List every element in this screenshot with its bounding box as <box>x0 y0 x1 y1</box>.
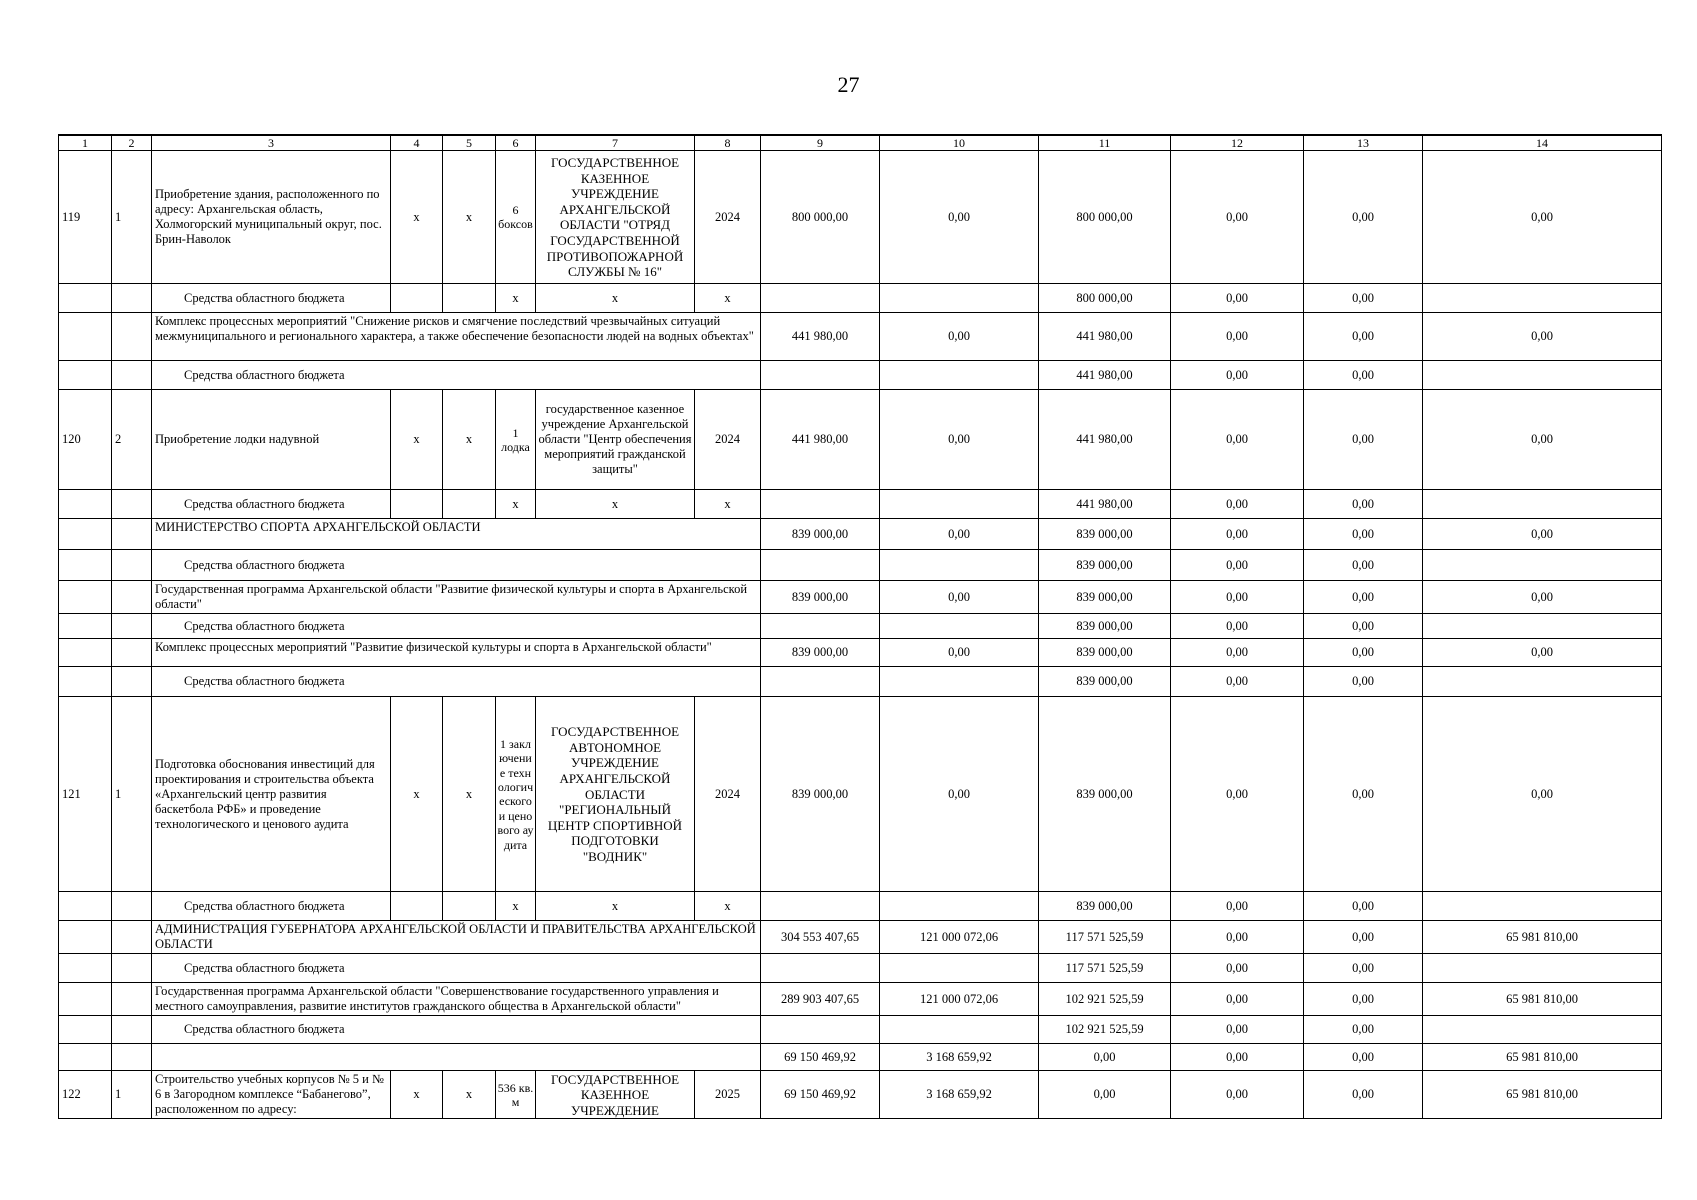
cell-col10: 3 168 659,92 <box>880 1071 1039 1119</box>
column-number: 14 <box>1423 135 1662 151</box>
cell-col13: 0,00 <box>1304 892 1423 921</box>
cell-col12: 0,00 <box>1171 284 1304 313</box>
ministry-title: АДМИНИСТРАЦИЯ ГУБЕРНАТОРА АРХАНГЕЛЬСКОЙ ОБЛАСТИ И ПРАВИТЕЛЬСТВА АРХАНГЕЛЬСКОЙ ОБЛАСТИ <box>152 921 761 954</box>
row-subnumber: 1 <box>112 1071 152 1119</box>
cell-col4: х <box>391 697 443 892</box>
cell-col13: 0,00 <box>1304 639 1423 667</box>
funding-source-label: Средства областного бюджета <box>152 614 761 639</box>
cell-col13: 0,00 <box>1304 1071 1423 1119</box>
cell-col12: 0,00 <box>1171 983 1304 1016</box>
column-number: 10 <box>880 135 1039 151</box>
cell-col12: 0,00 <box>1171 1044 1304 1071</box>
funding-source-label: Средства областного бюджета <box>152 550 761 581</box>
cell-col8: х <box>695 284 761 313</box>
cell-col14: 0,00 <box>1423 151 1662 284</box>
cell-col11: 839 000,00 <box>1039 667 1171 697</box>
column-number: 6 <box>496 135 536 151</box>
cell-col9: 304 553 407,65 <box>761 921 880 954</box>
cell-col12: 0,00 <box>1171 390 1304 490</box>
cell-col14: 0,00 <box>1423 313 1662 361</box>
cell-col12: 0,00 <box>1171 921 1304 954</box>
cell-col14: 0,00 <box>1423 390 1662 490</box>
cell-col4: х <box>391 151 443 284</box>
funding-source-row <box>59 954 1662 983</box>
customer-organization: ГОСУДАРСТВЕННОЕ АВТОНОМНОЕ УЧРЕЖДЕНИЕ АРХАНГЕЛЬСКОЙ ОБЛАСТИ "РЕГИОНАЛЬНЫЙ ЦЕНТР СПОРТИВНОЙ ПОДГОТОВКИ "ВОДНИК" <box>536 697 695 892</box>
funding-source-row <box>59 1016 1662 1044</box>
cell-col9: 289 903 407,65 <box>761 983 880 1016</box>
cell-col6: х <box>496 892 536 921</box>
cell-col4: х <box>391 390 443 490</box>
cell-col14: 65 981 810,00 <box>1423 1044 1662 1071</box>
cell-col10: 0,00 <box>880 390 1039 490</box>
column-number-row <box>59 135 1662 151</box>
cell-col10: 0,00 <box>880 581 1039 614</box>
capacity: 6 боксов <box>496 151 536 284</box>
cell-col11: 839 000,00 <box>1039 697 1171 892</box>
column-number: 1 <box>59 135 112 151</box>
cell-col10: 0,00 <box>880 313 1039 361</box>
capacity: 1 заключение технологического и ценового аудита <box>496 697 536 892</box>
cell-col10: 3 168 659,92 <box>880 1044 1039 1071</box>
column-number: 5 <box>443 135 496 151</box>
customer-organization: ГОСУДАРСТВЕННОЕ КАЗЕННОЕ УЧРЕЖДЕНИЕ АРХАНГЕЛЬСКОЙ ОБЛАСТИ "ОТРЯД ГОСУДАРСТВЕННОЙ ПРОТИВОПОЖАРНОЙ СЛУЖБЫ № 16" <box>536 151 695 284</box>
cell-col10: 121 000 072,06 <box>880 983 1039 1016</box>
column-number: 11 <box>1039 135 1171 151</box>
funding-source-label: Средства областного бюджета <box>152 1016 761 1044</box>
cell-col14: 65 981 810,00 <box>1423 921 1662 954</box>
cell-col11: 800 000,00 <box>1039 284 1171 313</box>
year: 2024 <box>695 697 761 892</box>
cell-col7: х <box>536 490 695 519</box>
cell-col10: 121 000 072,06 <box>880 921 1039 954</box>
program-row <box>59 581 1662 614</box>
cell-col12: 0,00 <box>1171 639 1304 667</box>
cell-col13: 0,00 <box>1304 151 1423 284</box>
row-number: 121 <box>59 697 112 892</box>
cell-col11: 839 000,00 <box>1039 614 1171 639</box>
column-number: 4 <box>391 135 443 151</box>
cell-col12: 0,00 <box>1171 697 1304 892</box>
row-subnumber: 2 <box>112 390 152 490</box>
column-number: 7 <box>536 135 695 151</box>
cell-col10: 0,00 <box>880 151 1039 284</box>
funding-source-row <box>59 490 1662 519</box>
cell-col13: 0,00 <box>1304 519 1423 550</box>
funding-source-label: Средства областного бюджета <box>152 490 391 519</box>
page-number: 27 <box>837 72 860 97</box>
cell-col12: 0,00 <box>1171 490 1304 519</box>
table-row-122 <box>59 1071 1662 1119</box>
funding-source-row <box>59 284 1662 313</box>
cell-col11: 102 921 525,59 <box>1039 1016 1171 1044</box>
cell-col13: 0,00 <box>1304 581 1423 614</box>
capacity: 536 кв. м <box>496 1071 536 1119</box>
cell-col12: 0,00 <box>1171 151 1304 284</box>
cell-col10: 0,00 <box>880 519 1039 550</box>
cell-col12: 0,00 <box>1171 581 1304 614</box>
funding-source-row <box>59 614 1662 639</box>
cell-col8: х <box>695 490 761 519</box>
cell-col4: х <box>391 1071 443 1119</box>
cell-col9: 800 000,00 <box>761 151 880 284</box>
cell-col12: 0,00 <box>1171 1071 1304 1119</box>
cell-col9: 69 150 469,92 <box>761 1044 880 1071</box>
cell-col13: 0,00 <box>1304 614 1423 639</box>
cell-col13: 0,00 <box>1304 1044 1423 1071</box>
cell-col14: 65 981 810,00 <box>1423 1071 1662 1119</box>
cell-col6: х <box>496 284 536 313</box>
complex-row <box>59 639 1662 667</box>
cell-col9: 441 980,00 <box>761 313 880 361</box>
cell-col9: 839 000,00 <box>761 639 880 667</box>
funding-source-row <box>59 892 1662 921</box>
row-subnumber: 1 <box>112 151 152 284</box>
cell-col11: 800 000,00 <box>1039 151 1171 284</box>
object-name: Строительство учебных корпусов № 5 и № 6 в Загородном комплексе “Бабанегово”, расположенном по адресу: <box>152 1071 391 1119</box>
column-number: 12 <box>1171 135 1304 151</box>
cell-col5: х <box>443 1071 496 1119</box>
cell-col12: 0,00 <box>1171 519 1304 550</box>
cell-col11: 839 000,00 <box>1039 519 1171 550</box>
cell-col14: 0,00 <box>1423 519 1662 550</box>
subtotal-row <box>59 1044 1662 1071</box>
table-row-119 <box>59 151 1662 284</box>
complex-title: Комплекс процессных мероприятий "Снижение рисков и смягчение последствий чрезвычайных ситуаций межмуниципального и регионального характера, а также обеспечение безопасности людей на водных объектах" <box>152 313 761 361</box>
table-row-121 <box>59 697 1662 892</box>
year: 2025 <box>695 1071 761 1119</box>
cell-col12: 0,00 <box>1171 667 1304 697</box>
cell-col12: 0,00 <box>1171 550 1304 581</box>
ministry-title: МИНИСТЕРСТВО СПОРТА АРХАНГЕЛЬСКОЙ ОБЛАСТИ <box>152 519 761 550</box>
cell-col11: 117 571 525,59 <box>1039 921 1171 954</box>
cell-col5: х <box>443 390 496 490</box>
funding-source-label: Средства областного бюджета <box>152 667 761 697</box>
row-number: 119 <box>59 151 112 284</box>
year: 2024 <box>695 151 761 284</box>
cell-col5: х <box>443 697 496 892</box>
funding-source-label: Средства областного бюджета <box>152 954 761 983</box>
capacity: 1 лодка <box>496 390 536 490</box>
cell-col13: 0,00 <box>1304 1016 1423 1044</box>
cell-col13: 0,00 <box>1304 390 1423 490</box>
ministry-row <box>59 519 1662 550</box>
cell-col9: 69 150 469,92 <box>761 1071 880 1119</box>
cell-col11: 441 980,00 <box>1039 490 1171 519</box>
cell-col13: 0,00 <box>1304 667 1423 697</box>
cell-col11: 839 000,00 <box>1039 892 1171 921</box>
object-name: Подготовка обоснования инвестиций для проектирования и строительства объекта «Архангельский центр развития баскетбола РФБ» и проведение технологического и ценового аудита <box>152 697 391 892</box>
cell-col12: 0,00 <box>1171 361 1304 390</box>
cell-col7: х <box>536 284 695 313</box>
cell-col12: 0,00 <box>1171 1016 1304 1044</box>
column-number: 8 <box>695 135 761 151</box>
cell-col13: 0,00 <box>1304 490 1423 519</box>
cell-col5: х <box>443 151 496 284</box>
cell-col6: х <box>496 490 536 519</box>
row-subnumber: 1 <box>112 697 152 892</box>
cell-col14: 65 981 810,00 <box>1423 983 1662 1016</box>
funding-source-label: Средства областного бюджета <box>152 892 391 921</box>
program-row <box>59 983 1662 1016</box>
cell-col12: 0,00 <box>1171 614 1304 639</box>
cell-col11: 0,00 <box>1039 1044 1171 1071</box>
cell-col14: 0,00 <box>1423 697 1662 892</box>
cell-col11: 839 000,00 <box>1039 639 1171 667</box>
object-name: Приобретение здания, расположенного по адресу: Архангельская область, Холмогорский муниципальный округ, пос. Брин-Наволок <box>152 151 391 284</box>
cell-col11: 441 980,00 <box>1039 361 1171 390</box>
cell-col8: х <box>695 892 761 921</box>
cell-col10: 0,00 <box>880 697 1039 892</box>
column-number: 9 <box>761 135 880 151</box>
cell-col11: 441 980,00 <box>1039 313 1171 361</box>
cell-col13: 0,00 <box>1304 954 1423 983</box>
cell-col12: 0,00 <box>1171 313 1304 361</box>
column-number: 3 <box>152 135 391 151</box>
complex-row <box>59 313 1662 361</box>
cell-col12: 0,00 <box>1171 892 1304 921</box>
row-number: 122 <box>59 1071 112 1119</box>
budget-table <box>58 134 1662 1119</box>
program-title: Государственная программа Архангельской области "Развитие физической культуры и спорта в Архангельской области" <box>152 581 761 614</box>
funding-source-label: Средства областного бюджета <box>152 284 391 313</box>
cell-col10: 0,00 <box>880 639 1039 667</box>
row-number: 120 <box>59 390 112 490</box>
cell-col12: 0,00 <box>1171 954 1304 983</box>
customer-organization: государственное казенное учреждение Архангельской области "Центр обеспечения мероприятий гражданской защиты" <box>536 390 695 490</box>
customer-organization: ГОСУДАРСТВЕННОЕ КАЗЕННОЕ УЧРЕЖДЕНИЕ <box>536 1071 695 1119</box>
funding-source-row <box>59 550 1662 581</box>
cell-col9: 839 000,00 <box>761 519 880 550</box>
cell-col11: 117 571 525,59 <box>1039 954 1171 983</box>
cell-col11: 102 921 525,59 <box>1039 983 1171 1016</box>
cell-col11: 441 980,00 <box>1039 390 1171 490</box>
cell-col13: 0,00 <box>1304 921 1423 954</box>
cell-col13: 0,00 <box>1304 983 1423 1016</box>
ministry-row <box>59 921 1662 954</box>
funding-source-row <box>59 361 1662 390</box>
column-number: 2 <box>112 135 152 151</box>
funding-source-row <box>59 667 1662 697</box>
cell-col11: 0,00 <box>1039 1071 1171 1119</box>
cell-col13: 0,00 <box>1304 361 1423 390</box>
cell-col14: 0,00 <box>1423 581 1662 614</box>
cell-col11: 839 000,00 <box>1039 550 1171 581</box>
program-title: Государственная программа Архангельской области "Совершенствование государственного управления и местного самоуправления, развитие институтов гражданского общества в Архангельской области" <box>152 983 761 1016</box>
cell-col7: х <box>536 892 695 921</box>
cell-col9: 441 980,00 <box>761 390 880 490</box>
cell-col13: 0,00 <box>1304 697 1423 892</box>
cell-col13: 0,00 <box>1304 313 1423 361</box>
cell-col9: 839 000,00 <box>761 581 880 614</box>
cell-col9: 839 000,00 <box>761 697 880 892</box>
table-row-120 <box>59 390 1662 490</box>
cell-col13: 0,00 <box>1304 284 1423 313</box>
cell-col14: 0,00 <box>1423 639 1662 667</box>
complex-title: Комплекс процессных мероприятий "Развитие физической культуры и спорта в Архангельской области" <box>152 639 761 667</box>
column-number: 13 <box>1304 135 1423 151</box>
funding-source-label: Средства областного бюджета <box>152 361 761 390</box>
year: 2024 <box>695 390 761 490</box>
cell-col13: 0,00 <box>1304 550 1423 581</box>
object-name: Приобретение лодки надувной <box>152 390 391 490</box>
cell-col11: 839 000,00 <box>1039 581 1171 614</box>
